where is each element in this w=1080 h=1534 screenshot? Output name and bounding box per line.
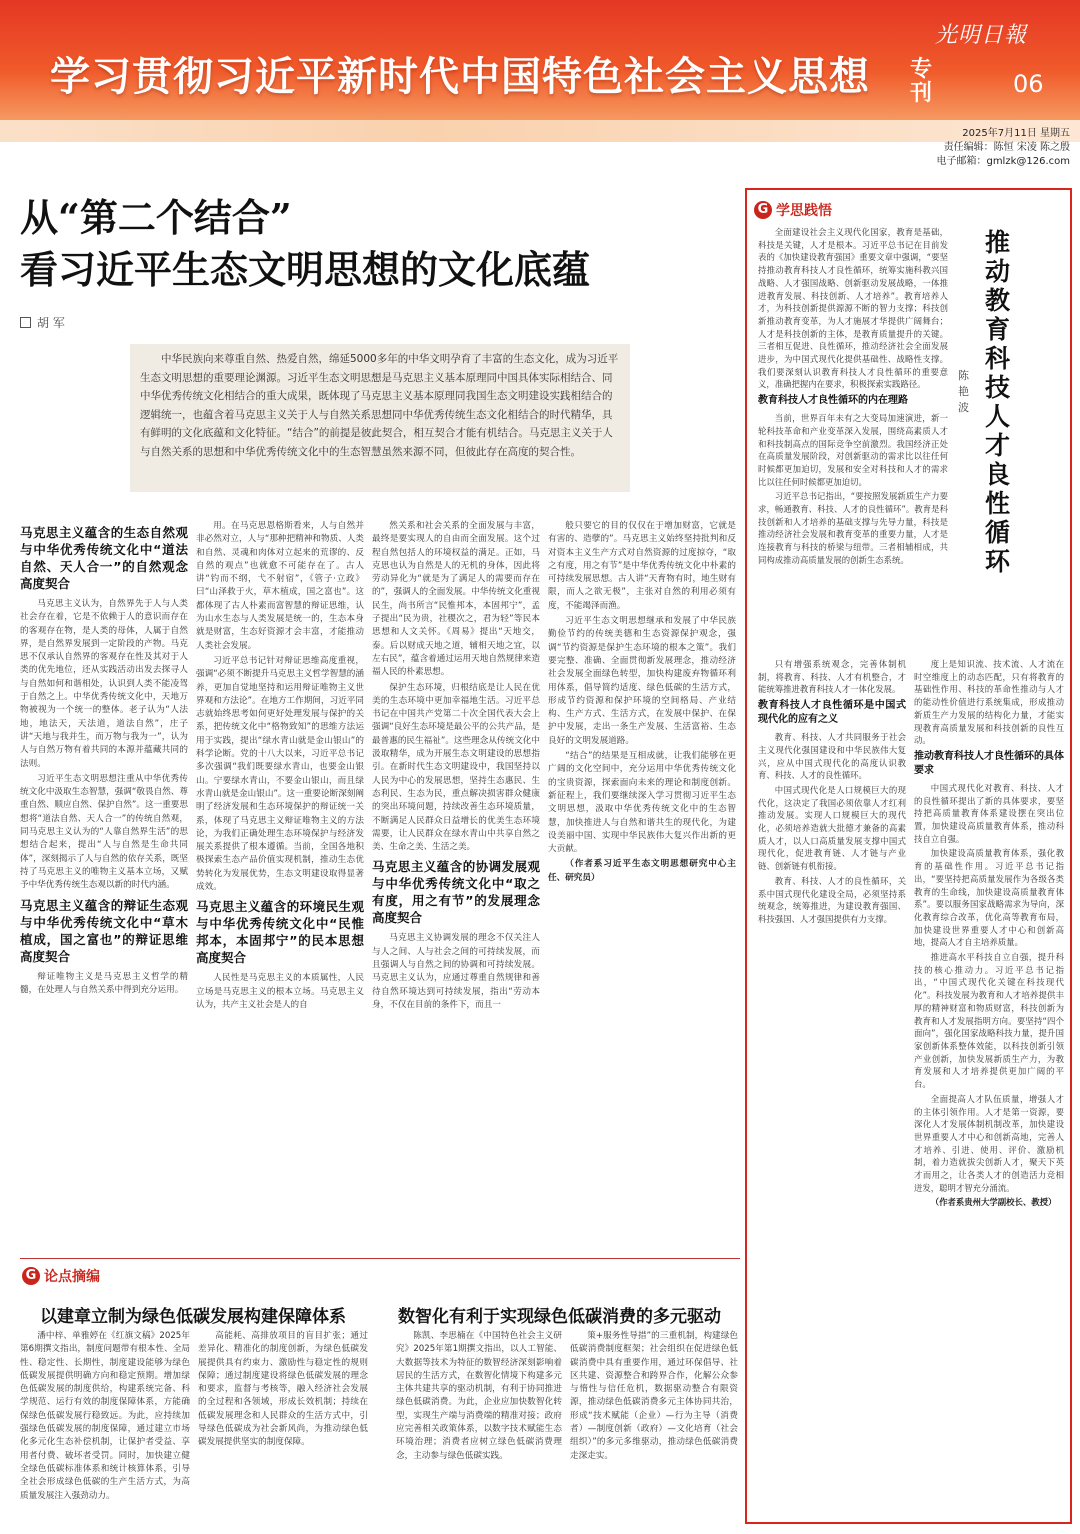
sidebar-column-left <box>758 658 906 1518</box>
paragraph: 中国式现代化是人口规模巨大的现代化，这决定了我国必须依靠人才红利推动发展。实现人口规模巨大的现代化，必须培养造就大批德才兼备的高素质人才，以人口高质量发展支撑中国式现代化，促进教育链、人才链与产业链、创新链有机衔接。 <box>758 784 906 872</box>
paper-logo: 光明日報 <box>935 23 1028 48</box>
paragraph: 教育、科技、人才的良性循环，关系中国式现代化建设全局，必须坚持系统观念，统筹推进，为建设教育强国、科技强国、人才强国提供有力支撑。 <box>758 875 906 924</box>
g-logo-icon: G <box>754 201 772 219</box>
sidebar-column-right <box>914 658 1064 1518</box>
lundian-left-title: 以建章立制为绿色低碳发展构建保障体系 <box>40 1307 346 1327</box>
article-column-3 <box>372 520 540 1248</box>
paragraph: 全面提高人才队伍质量，增强人才的主体引领作用。人才是第一资源，要深化人才发展体制机制改革，加快建设世界重要人才中心和创新高地，完善人才培养、引进、使用、评价、激励机制，着力造就拔尖创新人才，聚天下英才而用之，让各类人才的创造活力竞相迸发，聪明才智充分涌流。 <box>914 1093 1064 1193</box>
sidebar-tag <box>754 200 832 220</box>
g-logo-icon: G <box>22 1267 40 1285</box>
section-heading: 马克思主义蕴含的环境民生观与中华优秀传统文化中“民惟邦本，本固邦宁”的民本思想高度契合 <box>196 899 364 966</box>
lundian-left-col-2 <box>198 1330 368 1526</box>
section-heading: 教育科技人才良性循环的内在理路 <box>758 395 908 407</box>
paragraph: 度上是知识流、技术流、人才流在时空维度上的动态匹配，只有将教育的基础性作用、科技的革命性推动与人才的能动性价值进行系统集成，形成推动新质生产力发展的结构化力量，才能实现教育高质量发展和科技创新的良性互动。 <box>914 659 1064 746</box>
paragraph: 潘中梓、单雅婷在《红旗文稿》2025年第6期撰文指出，制度问题带有根本性、全局性、稳定性、长期性，制度建设能够为绿色低碳发展提供明确方向和稳定预期。增加绿色低碳发展的制度供给，构建系统完备、科学规范、运行有效的制度保障体系，方能确保绿色低碳发展行稳致远。为此，应持续加强绿色低碳发展的制度保障，通过建立市场化多元化生态补偿机制，让保护者受益、享用者付费、破坏者受罚。同时，加快建立健全绿色低碳标准体系和统计核算体系，引导全社会形成绿色低碳的生产生活方式，为高质量发展注入强劲动力。 <box>20 1331 190 1501</box>
article-title-line1: 从“第二个结合” <box>20 195 292 240</box>
paragraph: 保护生态环境，归根结底是让人民在优美的生态环境中更加幸福地生活。习近平总书记在中国共产党第二十次全国代表大会上强调“良好生态环境是最公平的公共产品，是最普惠的民生福祉”。这些理念从传统文化中汲取精华，成为开展生态文明建设的思想指引。在新时代生态文明建设中，我国坚持以人民为中心的发展思想，坚持生态惠民、生态利民、生态为民，重点解决损害群众健康的突出环境问题，持续改善生态环境质量，不断满足人民群众日益增长的优美生态环境需要，让人民群众在绿水青山中共享自然之美、生命之美、生活之美。 <box>372 682 540 853</box>
section-heading: 马克思主义蕴含的协调发展观与中华优秀传统文化中“取之有度，用之有节”的发展理念高度契合 <box>372 859 540 926</box>
paragraph: 策+服务性导措”的三重机制，构建绿色低碳消费制度框架；社会组织在促进绿色低碳消费中具有重要作用，通过环保倡导、社区共建、资源整合和跨界合作，化解公众参与惰性与信任危机，数据驱动整合有限资源，推动绿色低碳消费多元主体协同共治，形成“技术赋能（企业）—行为主导（消费者）—制度创新（政府）—文化培育（社会组织）”的多元多维驱动，推动绿色低碳消费走深走实。 <box>570 1331 738 1461</box>
article-author <box>20 314 65 331</box>
article-intro: 中华民族向来尊重自然、热爱自然，绵延5000多年的中华文明孕育了丰富的生态文化，成为习近平生态文明思想的重要理论渊源。习近平生态文明思想是马克思主义基本原理同中国具体实际相结合、同中华优秀传统文化相结合的重大成果，既体现了马克思主义基本原理同我国生态文明建设实践相结合的逻辑统一，也蕴含着马克思主义关于人与自然关系思想同中华优秀传统生态文化相结合的时代精华，具有鲜明的文化底蕴和文化特征。“结合”的前提是彼此契合，相互契合才能有机结合。马克思主义关于人与自然关系的思想和中华优秀传统文化中的生态智慧虽然来源不同，但彼此存在高度的契合性。 <box>130 344 630 492</box>
paragraph: 然关系和社会关系的全面发展与丰富，最终是要实现人的自由而全面发展。这个过程自然包括人的环境权益的满足。正如，马克思也认为自然是人的无机的身体，因此将劳动异化为“就是为了满足人的需要而存在的”，强调人的全面发展。中华传统文化重视民生，尚书所言“民惟邦本，本固邦宁”，孟子提出“民为贵，社稷次之，君为轻”等民本思想和人文关怀。《周易》提出“天地交，泰。后以财成天地之道，辅相天地之宜，以左右民”，蕴含着通过运用天地自然规律来造福人民的朴素思想。 <box>372 521 540 678</box>
paragraph: 般只要它的目的仅仅在于增加财富，它就是有害的、造孽的”。马克思主义始终坚持批判和反对资本主义生产方式对自然资源的过度掠夺，“取之有度，用之有节”是中华优秀传统文化中朴素的可持续发展思想。古人讲“天育物有时，地生财有限，而人之欲无极”，主张对自然的利用必须有度，不能竭泽而渔。 <box>548 521 736 611</box>
paragraph: 教育、科技、人才共同服务于社会主义现代化强国建设和中华民族伟大复兴，应从中国式现代化的高度认识教育、科技、人才的良性循环。 <box>758 732 906 781</box>
edition-meta <box>890 127 1070 169</box>
article-column-4 <box>548 520 736 1248</box>
paragraph: 中国式现代化对教育、科技、人才的良性循环提出了新的具体要求，要坚持把高质量教育体系建设摆在突出位置，加快建设高质量教育体系，推动科技自立自强。 <box>914 782 1064 844</box>
paragraph: 陈凯、李思楠在《中国特色社会主义研究》2025年第1期撰文指出，以人工智能、大数据等技术为特征的数智经济深刻影响着居民的生活方式，在数智化情境下构建多元主体共建共享的驱动机制，有利于协同推进绿色低碳消费。为此，企业应加快数智化转型，实现生产端与消费端的精准对接；政府应完善相关政策体系，以数字技术赋能生态环境治理；消费者应树立绿色低碳消费理念，主动参与绿色低碳实践。 <box>396 1331 562 1461</box>
paragraph: 高能耗、高排放项目的盲目扩张；通过差异化、精准化的制度创新，为绿色低碳发展提供具有约束力、激励性与稳定性的规则保障；通过制度建设将绿色低碳发展的理念和要求，监督与考核等，融入经济社会发展的全过程和各领域，形成长效机制；持续在低碳发展理念和人民群众的生活方式中，引导绿色低碳成为社会新风尚，为推动绿色低碳发展提供坚实的制度保障。 <box>198 1331 368 1448</box>
section-heading: 教育科技人才良性循环是中国式现代化的应有之义 <box>758 700 906 726</box>
section-heading: 马克思主义蕴含的生态自然观与中华优秀传统文化中“道法自然、天人合一”的自然观念高度契合 <box>20 525 188 591</box>
author-note: （作者系习近平生态文明思想研究中心主任、研究员） <box>548 859 736 883</box>
page-number: 06 <box>1013 70 1044 98</box>
paragraph: 习近平生态文明思想继承和发展了中华民族勤俭节约的传统美德和生态资源保护观念，强调“节约资源是保护生态环境的根本之策”。我们要完整、准确、全面贯彻新发展理念，推动经济社会发展全面绿色转型，加快构建废弃物循环利用体系，倡导简约适度、绿色低碳的生活方式，形成节约资源和保护环境的空间格局、产业结构、生产方式、生活方式，在发展中保护、在保护中发展，走出一条生产发展、生活富裕、生态良好的文明发展道路。 <box>548 616 736 746</box>
lundian-right-title: 数智化有利于实现绿色低碳消费的多元驱动 <box>398 1307 721 1327</box>
section-heading: 推动教育科技人才良性循环的具体要求 <box>914 750 1064 776</box>
lundian-left-col-1 <box>20 1330 190 1526</box>
sidebar-author: 陈艳波 <box>958 369 969 414</box>
lundian-tag <box>22 1266 100 1286</box>
section-heading: 马克思主义蕴含的辩证生态观与中华优秀传统文化中“草木植成，国之富也”的辩证思维高度契合 <box>20 897 188 964</box>
paragraph: 辩证唯物主义是马克思主义哲学的精髓，在处理人与自然关系中得到充分运用。 <box>20 971 188 995</box>
article-column-1 <box>20 520 188 1248</box>
article-title-line2: 看习近平生态文明思想的文化底蕴 <box>20 247 591 292</box>
edition-date: 2025年7月11日 星期五 <box>962 128 1070 139</box>
edition-editors: 责任编辑：陈恒 宋凌 陈之殷 <box>943 142 1070 153</box>
sidebar-title: 推动教育科技人才良性循环 <box>985 228 1011 576</box>
masthead: 学习贯彻习近平新时代中国特色社会主义思想 <box>50 54 870 100</box>
paragraph: 习近平总书记指出，“要按照发展新质生产力要求，畅通教育、科技、人才的良性循环”。教育是科技创新和人才培养的基础支撑与先导力量，科技是推动经济社会发展和教育变革的重要力量，人才是连接教育与科技的桥梁与纽带。三者相辅相成，共同构成推动高质量发展的创新生态系统。 <box>758 491 948 565</box>
paragraph: 人民性是马克思主义的本质属性，人民立场是马克思主义的根本立场。马克思主义认为，共产主义社会是人的自 <box>196 973 364 1010</box>
edition-email: 电子邮箱：gmlzk@126.com <box>936 156 1070 167</box>
paragraph: 推进高水平科技自立自强，提升科技的核心推动力。习近平总书记指出，“中国式现代化关键在科技现代化”。科技发展为教育和人才培养提供丰厚的精神财富和物质财富，科技创新为教育和人才发展指明方向。要坚持“四个面向”，强化国家战略科技力量，提升国家创新体系整体效能，以科技创新引领产业创新，加快发展新质生产力，为教育发展和人才培养提供更加广阔的平台。 <box>914 952 1064 1090</box>
paragraph: 当前，世界百年未有之大变局加速演进，新一轮科技革命和产业变革深入发展，围绕高素质人才和科技制高点的国际竞争空前激烈。我国经济正处在高质量发展阶段，对创新驱动的需求比以往任何时候都更加迫切，发展和安全对科技和人才的需求比以往任何时候都更加迫切。 <box>758 413 948 487</box>
section-divider <box>20 1258 740 1259</box>
sidebar-tag-label: 学思践悟 <box>776 203 832 219</box>
article-title <box>20 192 590 296</box>
paragraph: 只有增强系统观念，完善体制机制，将教育、科技、人才有机整合，才能统筹推进教育科技人才一体化发展。 <box>758 659 906 695</box>
paragraph: “结合”的结果是互相成就，让我们能够在更广阔的文化空间中，充分运用中华优秀传统文化的宝贵资源，探索面向未来的理论和制度创新。新征程上，我们要继续深入学习贯彻习近平生态文明思想，汲取中华优秀传统文化中的生态智慧，加快推进人与自然和谐共生的现代化，为建设美丽中国、实现中华民族伟大复兴作出新的更大贡献。 <box>548 751 736 855</box>
paragraph: 加快建设高质量教育体系，强化教育的基础性作用。习近平总书记指出，“要坚持把高质量发展作为各级各类教育的生命线，加快建设高质量教育体系”。要以服务国家战略需求为导向，深化教育综合改革，优化高等教育布局，加快建设世界重要人才中心和创新高地，提高人才自主培养质量。 <box>914 848 1064 948</box>
paragraph: 用。在马克思恩格斯看来，人与自然并非必然对立，人与“那种把精神和物质、人类和自然、灵魂和肉体对立起来的荒谬的、反自然的观点”也就愈不可能存在了。古人讲“钓而不纲，弋不射宿”，《管子·立政》曰“山泽救于火，草木植成，国之富也”。这都体现了古人朴素而富智慧的辩证思维，认为山水生态与人类发展是统一的，生态本身就是财富，生态好资源才会丰富，才能推动人类社会发展。 <box>196 521 364 651</box>
article-column-2 <box>196 520 364 1248</box>
paragraph: 全面建设社会主义现代化国家，教育是基础，科技是关键，人才是根本。习近平总书记在目前发表的《加快建设教育强国》重要文章中强调，“要坚持推动教育科技人才良性循环，统筹实施科教兴国战略、人才强国战略、创新驱动发展战略，一体推进教育发展、科技创新、人才培养”。教育培养人才，为科技创新提供源源不断的智力支撑；科技创新推动教育变革，为人才施展才华提供广阔舞台；人才是科技创新的主体，是教育质量提升的关键。三者相互促进、良性循环，推动经济社会全面发展进步，为中国式现代化提供基础性、战略性支撑。我们要深刻认识教育科技人才良性循环的重要意义，准确把握内在要求，积极探索实践路径。 <box>758 227 948 390</box>
zhuankan-label: 专刊 <box>910 57 933 106</box>
sidebar-column-top <box>758 226 948 654</box>
article-author-name: 胡 军 <box>37 316 65 330</box>
lundian-right-col-2 <box>570 1330 738 1526</box>
paragraph: 马克思主义协调发展的理念不仅关注人与人之间、人与社会之间的可持续发展，而且强调人与自然之间的协调和可持续发展。马克思主义认为，应通过尊重自然规律和善待自然环境达到可持续发展，指出“劳动本身，不仅在目前的条件下，而且一 <box>372 933 540 1010</box>
author-note: （作者系贵州大学副校长、教授） <box>930 1197 1057 1208</box>
author-box-icon <box>20 317 31 328</box>
lundian-right-col-1 <box>396 1330 562 1526</box>
lundian-tag-label: 论点摘编 <box>44 1269 100 1285</box>
paragraph: 马克思主义认为，自然界先于人与人类社会存在着，它是不依赖于人的意识而存在的客观存在物，是人类的母体，人属于自然界，是自然界发展到一定阶段的产物。马克思不仅承认自然界的客观存在性及其对于人类的优先地位，还从实践活动出发去探寻人与自然如何和谐相处，认识到人类不能凌驾于自然之上。中华优秀传统文化中，天地万物被视为一个统一的整体。老子认为“人法地，地法天，天法道，道法自然”，庄子讲“天地与我并生，而万物与我为一”，认为人与自然万物有着共同的本源并蕴藏共同的法则。 <box>20 599 188 769</box>
paragraph: 习近平总书记针对辩证思维高度重视，强调“必须不断提升马克思主义哲学智慧的涵养，更加自觉地坚持和运用辩证唯物主义世界观和方法论”。在地方工作期间，习近平同志就始终思考如何更好处理发展与保护的关系，把传统文化中“格物致知”的思维方法运用于实践，提出“绿水青山就是金山银山”的科学论断。党的十八大以来，习近平总书记多次强调“我们既要绿水青山，也要金山银山。宁要绿水青山，不要金山银山，而且绿水青山就是金山银山”。这一重要论断深刻阐明了经济发展和生态环境保护的辩证统一关系，体现了马克思主义辩证唯物主义的方法论，为我们正确处理生态环境保护与经济发展关系提供了根本遵循。当前，全国各地积极探索生态产品价值实现机制，推动生态优势转化为发展优势，生态文明建设取得显著成效。 <box>196 655 364 893</box>
paragraph: 习近平生态文明思想注重从中华优秀传统文化中汲取生态智慧，强调“敬畏自然、尊重自然、顺应自然、保护自然”。这一重要思想将“道法自然、天人合一”的传统自然观，同马克思主义认为的“人靠自然界生活”的思想结合起来，提出“人与自然是生命共同体”，深刻揭示了人与自然的依存关系，既坚持了马克思主义的唯物主义基本立场，又赋予中华优秀传统生态观以新的时代内涵。 <box>20 773 188 891</box>
